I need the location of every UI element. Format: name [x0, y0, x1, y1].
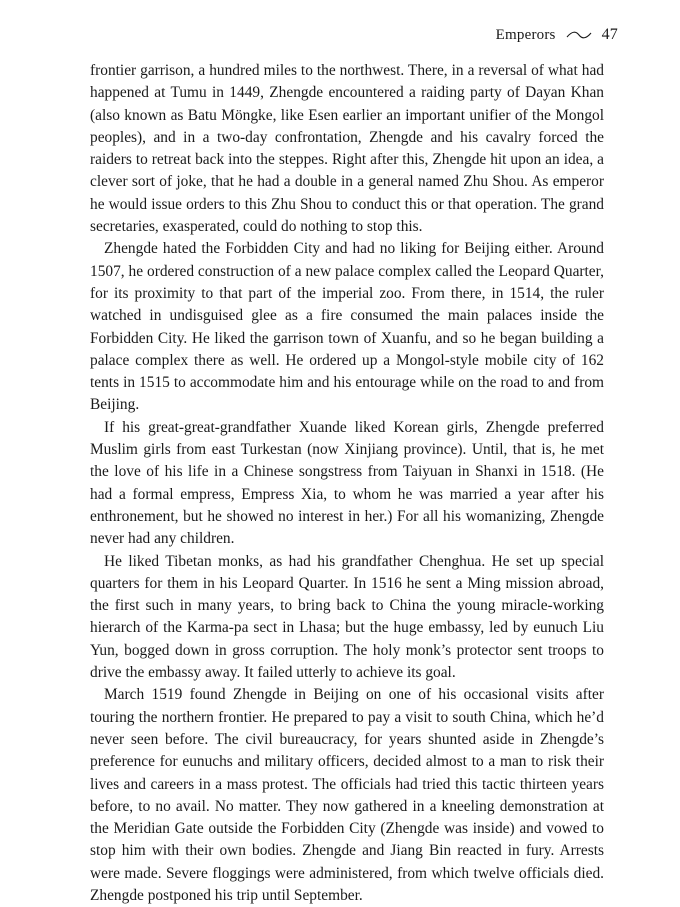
- page-number: 47: [601, 26, 618, 43]
- paragraph-3: If his great-great-grandfather Xuande liked Korean girls, Zhengde preferred Muslim girls from east Turkestan (now Xinjiang province). Until, that is, he met the love of his life in a Chinese songstress from Taiyuan in Shanxi in 1518. (He had a formal empress, Empress Xia, to whom he was married a year after his enthronement, but he showed no interest in her.) For all his womanizing, Zhengde never had any children.: [90, 418, 604, 548]
- running-head-section-title: Emperors: [495, 26, 556, 43]
- paragraph-4: He liked Tibetan monks, as had his grandfather Chenghua. He set up special quarters for them in his Leopard Quarter. In 1516 he sent a Ming mission abroad, the first such in many years, to bring back to China the young miracle-working hierarch of the Karma-pa sect in Lhasa; but the huge embassy, led by eunuch Liu Yun, bogged down in gross corruption. The holy monk’s protector sent troops to drive the embassy away. It failed utterly to achieve its goal.: [90, 552, 604, 682]
- paragraph-5: March 1519 found Zhengde in Beijing on one of his occasional visits after touring the northern frontier. He prepared to pay a visit to south China, which he’d never seen before. The civil bureaucracy, for years shunted aside in Zhengde’s preference for eunuchs and military officers, decided almost to a man to risk their lives and careers in a mass protest. The officials had tried this tactic thirteen years before, to no avail. No matter. They now gathered in a kneeling demonstration at the Meridian Gate outside the Forbidden City (Zhengde was inside) and vowed to stop him with their own bodies. Zhengde and Jiang Bin reacted in fury. Arrests were made. Severe floggings were administered, from which twelve officials died. Zhengde postponed his trip until September.: [90, 686, 604, 904]
- paragraph-1: frontier garrison, a hundred miles to the northwest. There, in a reversal of what had happened at Tumu in 1449, Zhengde encountered a raiding party of Dayan Khan (also known as Batu Möngke, like Esen earlier an important unifier of the Mongol peoples), and in a two-day confrontation, Zhengde and his cavalry forced the raiders to retreat back into the steppes. Right after this, Zhengde hit upon an idea, a clever sort of joke, that he had a double in a general named Zhu Shou. As emperor he would issue orders to this Zhu Shou to conduct this or that operation. The grand secretaries, exasperated, could do nothing to stop this.: [90, 62, 604, 236]
- swash-ornament-icon: [566, 29, 592, 41]
- running-head: [496, 26, 618, 44]
- paragraph-2: Zhengde hated the Forbidden City and had no liking for Beijing either. Around 1507, he ordered construction of a new palace complex called the Leopard Quarter, for its proximity to that part of the imperial zoo. From there, in 1514, the ruler watched in undisguised glee as a fire consumed the main palaces inside the Forbidden City. He liked the garrison town of Xuanfu, and so he began building a palace complex there as well. He ordered up a Mongol-style mobile city of 162 tents in 1515 to accommodate him and his entourage while on the road to and from Beijing.: [90, 240, 604, 414]
- body-text: [90, 60, 604, 907]
